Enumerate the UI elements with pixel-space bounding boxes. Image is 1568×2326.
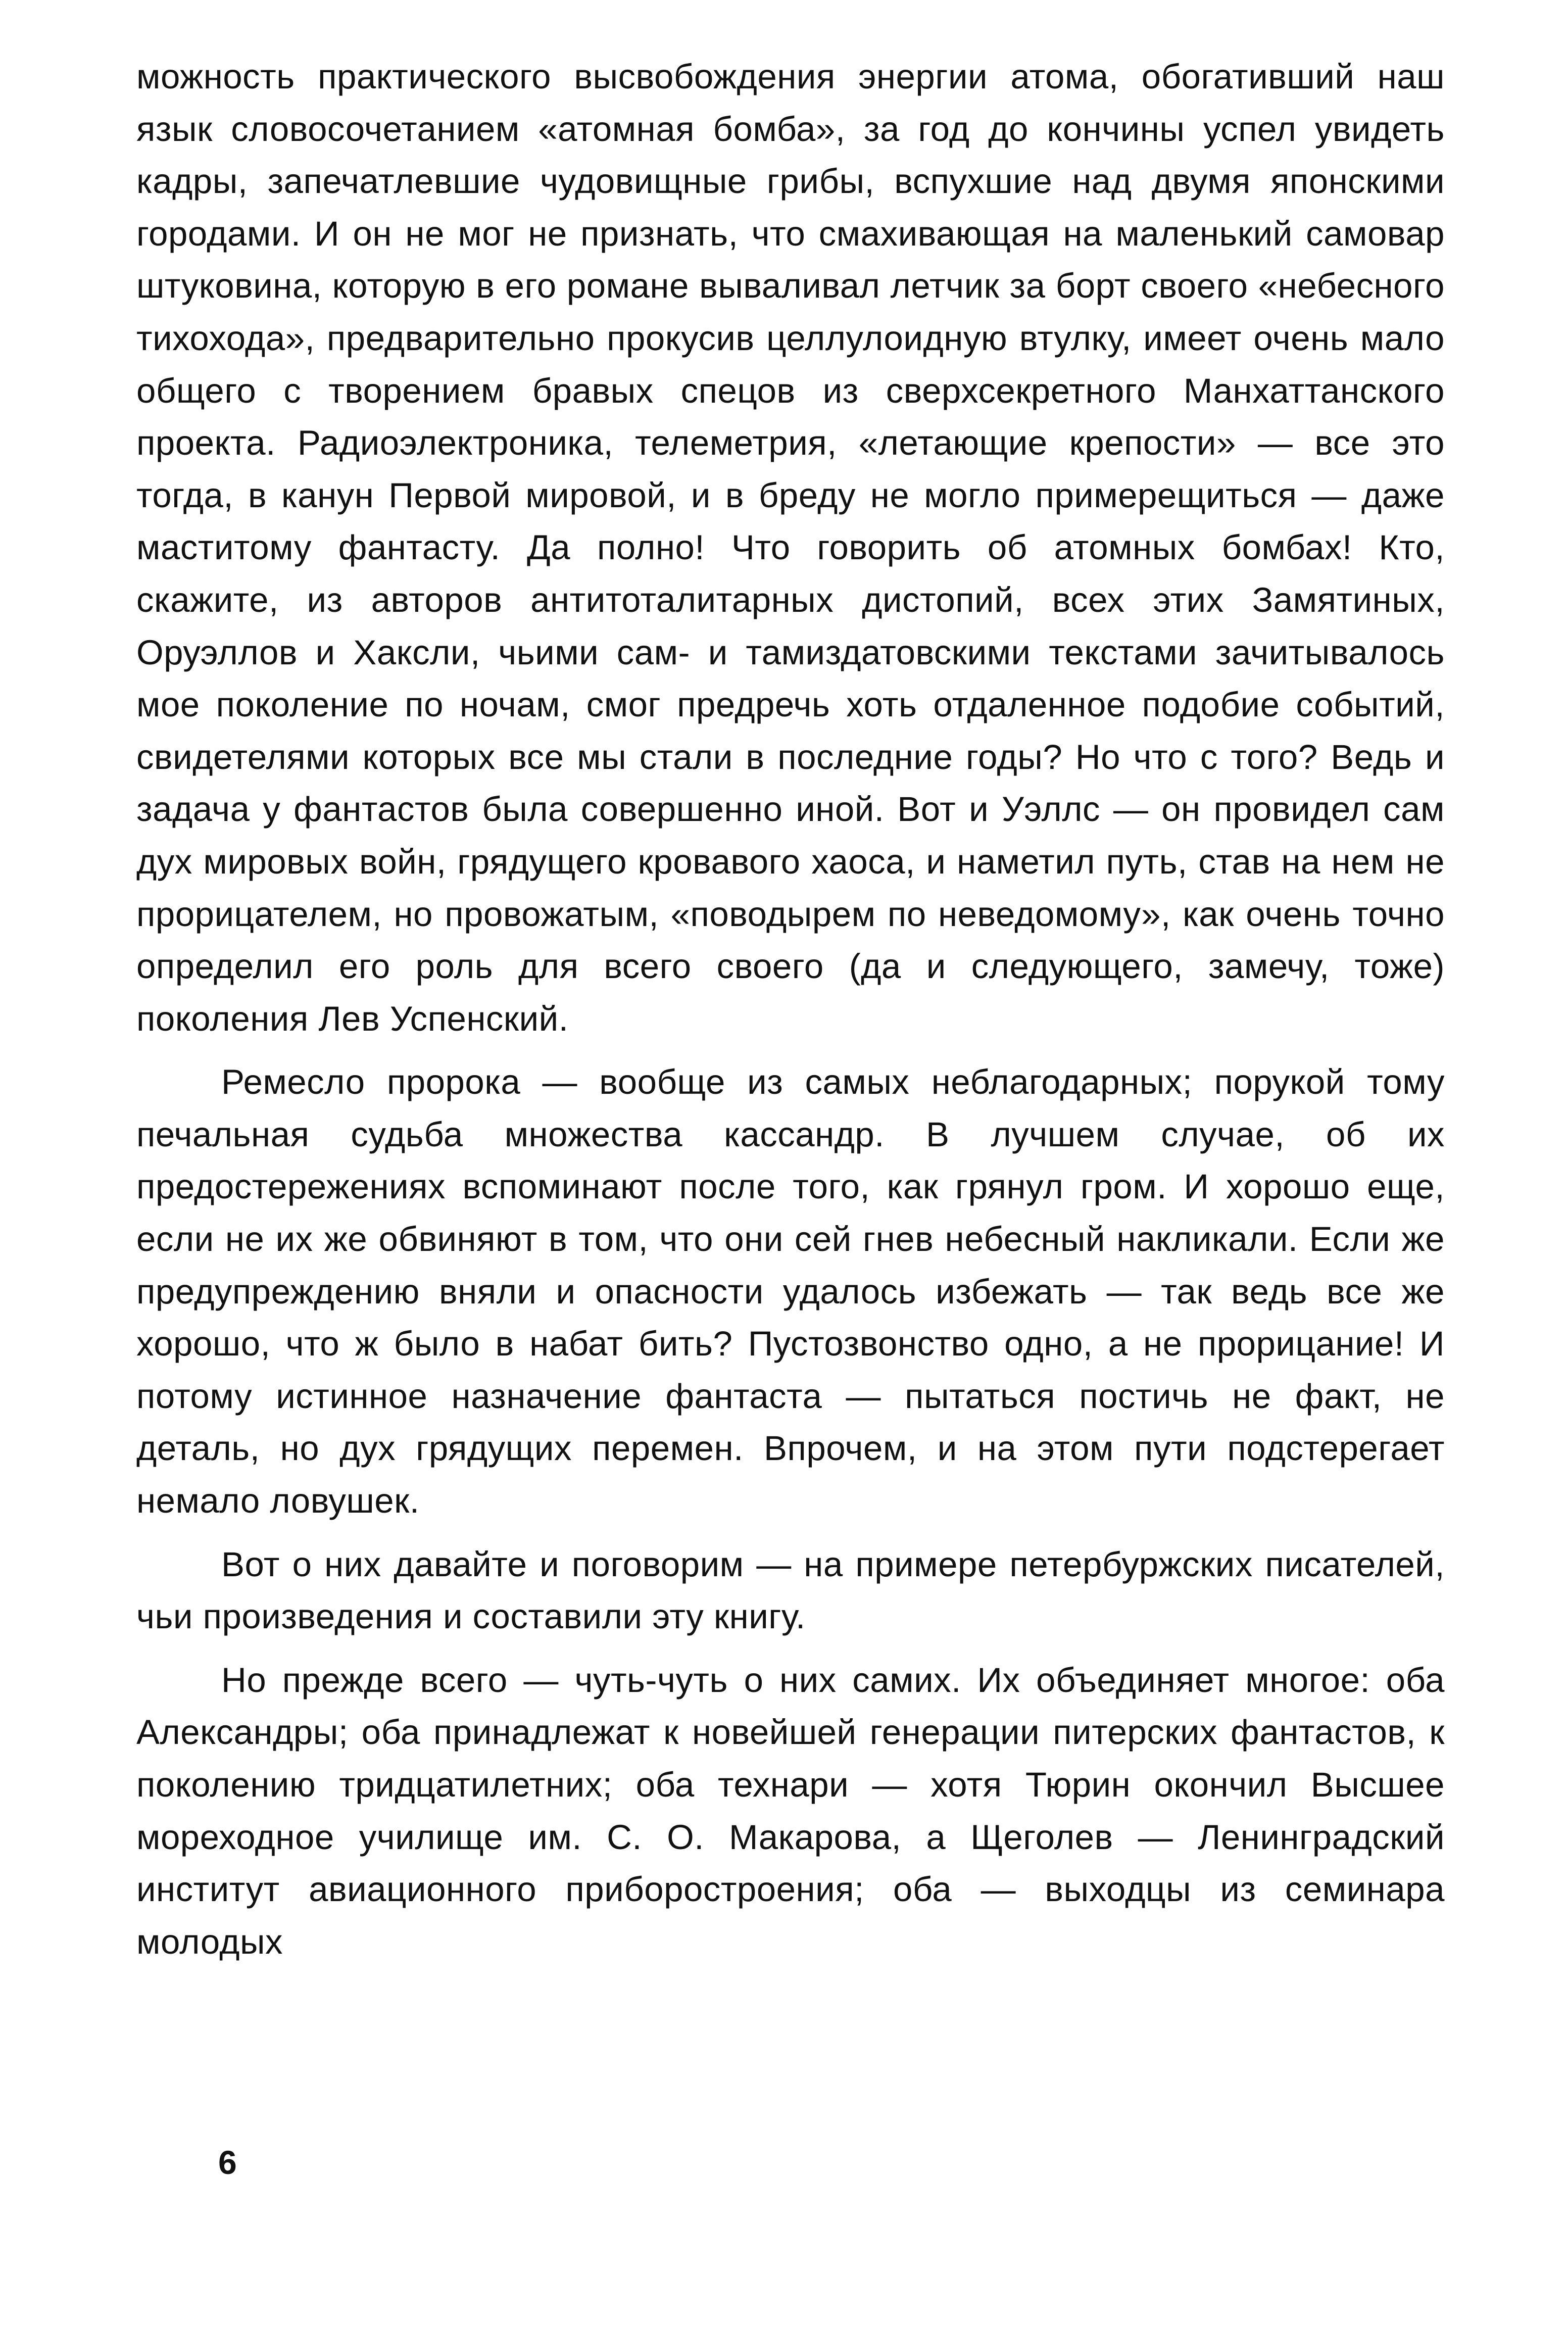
page-number: 6: [218, 2144, 237, 2181]
paragraph-4: Но прежде всего — чуть-чуть о них самих. Их объединяет многое: оба Александры; оба принадлежат к новейшей генерации питерских фантастов, к поколению тридцатилетних; оба технари — хотя Тюрин окончил Высшее мореходное училище им. С. О. Макарова, а Щеголев — Ленинградский институт авиационного приборостроения; оба — выходцы из семинара молодых: [136, 1660, 1445, 1961]
paragraph-1: можность практического высвобождения энергии атома, обогативший наш язык словосочетанием «атомная бомба», за год до кончины успел увидеть кадры, запечатлевшие чудовищные грибы, вспухшие над двумя японскими городами. И он не мог не признать, что смахивающая на маленький самовар штуковина, которую в его романе вываливал летчик за борт своего «небесного тихохода», предварительно прокусив целлулоидную втулку, имеет очень мало общего с творением бравых спецов из сверхсекретного Манхаттанского проекта. Радиоэлектроника, телеметрия, «летающие крепости» — все это тогда, в канун Первой мировой, и в бреду не могло примерещиться — даже маститому фантасту. Да полно! Что говорить об атомных бомбах! Кто, скажите, из авторов антитоталитарных дистопий, всех этих Замятиных, Оруэллов и Хаксли, чьими сам- и тамиздатовскими текстами зачитывалось мое поколение по ночам, смог предречь хоть отдаленное подобие событий, свидетелями которых все мы стали в последние годы? Но что с того? Ведь и задача у фантастов была совершенно иной. Вот и Уэллс — он провидел сам дух мировых войн, грядущего кровавого хаоса, и наметил путь, став на нем не прорицателем, но провожатым, «поводырем по неведомому», как очень точно определил его роль для всего своего (да и следующего, замечу, тоже) поколения Лев Успенский.: [136, 57, 1445, 1038]
body-text: [136, 51, 1445, 1968]
paragraph-2: Ремесло пророка — вообще из самых неблагодарных; порукой тому печальная судьба множества кассандр. В лучшем случае, об их предостережениях вспоминают после того, как грянул гром. И хорошо еще, если не их же обвиняют в том, что они сей гнев небесный накликали. Если же предупреждению вняли и опасности удалось избежать — так ведь все же хорошо, что ж было в набат бить? Пустозвонство одно, а не прорицание! И потому истинное назначение фантаста — пытаться постичь не факт, не деталь, но дух грядущих перемен. Впрочем, и на этом пути подстерегает немало ловушек.: [136, 1062, 1445, 1521]
paragraph-3: Вот о них давайте и поговорим — на примере петербуржских писателей, чьи произведения и составили эту книгу.: [136, 1544, 1445, 1636]
